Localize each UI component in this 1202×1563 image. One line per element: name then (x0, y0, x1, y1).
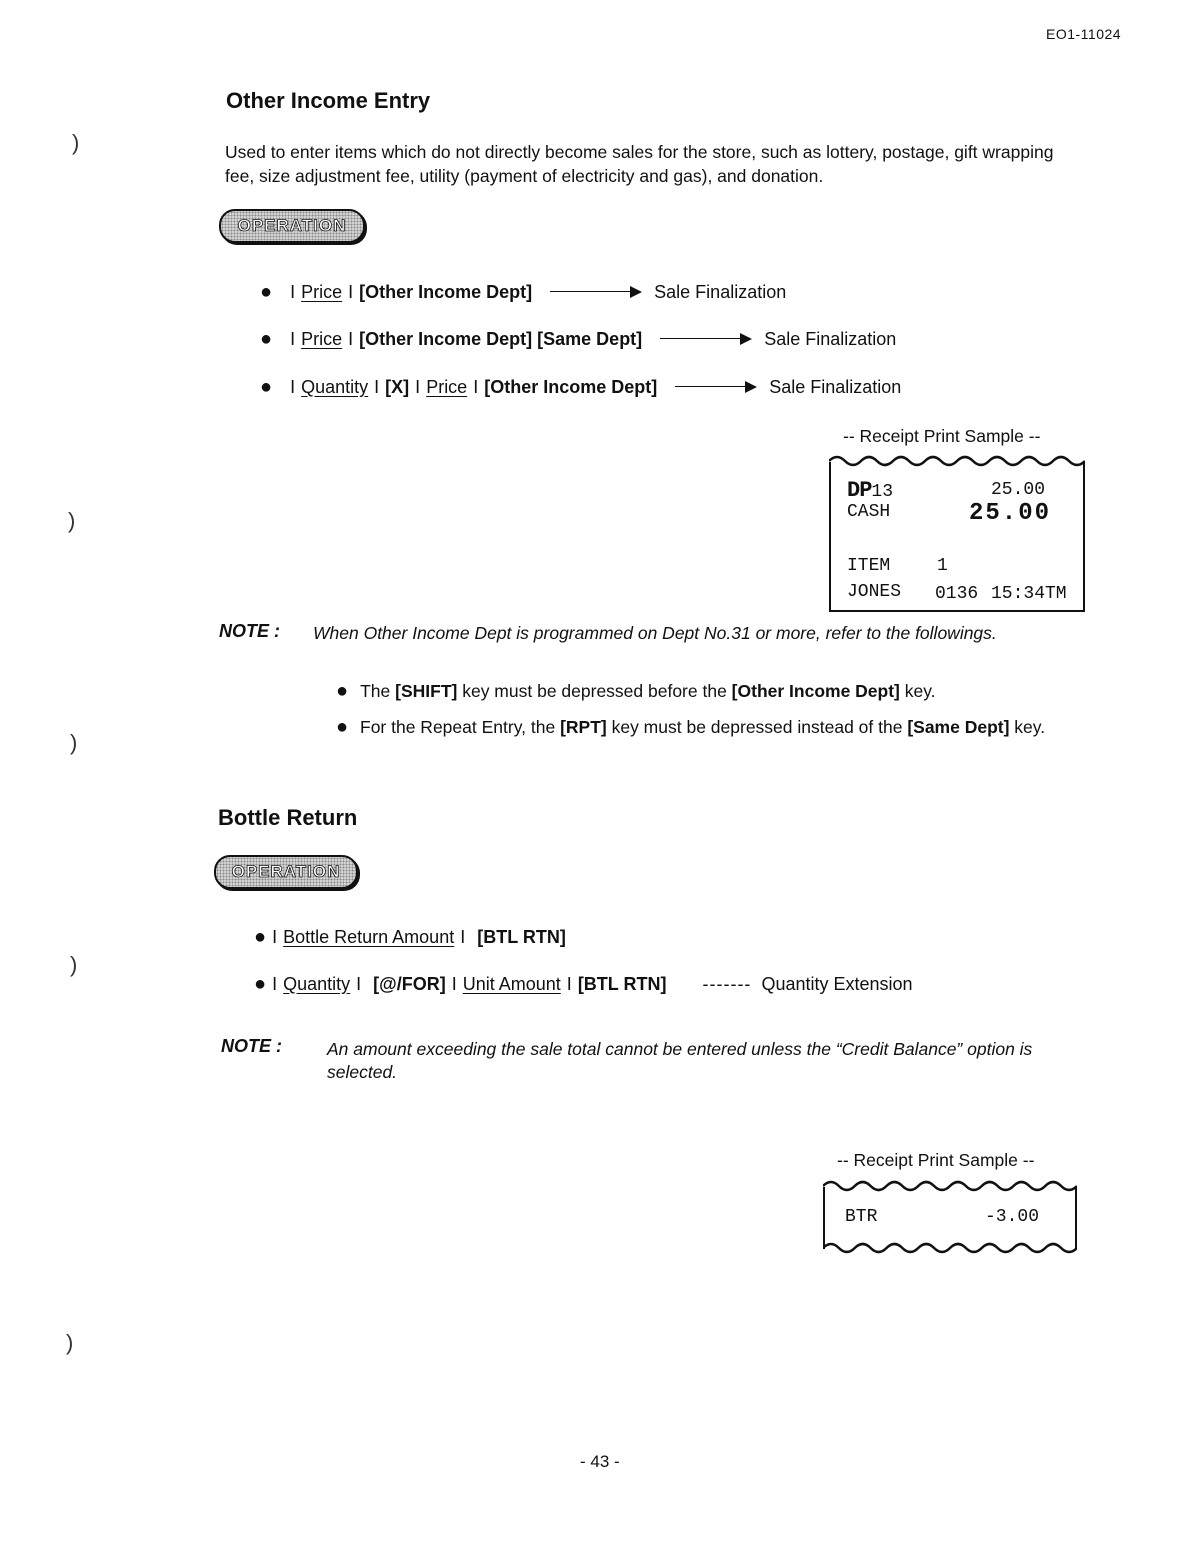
receipt-clerk: JONES (847, 582, 902, 602)
receipt-cash-label: CASH (847, 502, 891, 522)
margin-mark: ) (70, 730, 78, 755)
result-text: Sale Finalization (769, 376, 902, 397)
receipt-caption: -- Receipt Print Sample -- (843, 426, 1041, 446)
operation-badge: OPERATION (214, 855, 358, 889)
operation-badge: OPERATION (219, 209, 365, 243)
result-text: Sale Finalization (654, 281, 787, 302)
margin-mark: ) (68, 508, 76, 533)
key-name: [Other Income Dept] [Same Dept] (359, 328, 643, 349)
operation-row: ● I Price I [Other Income Dept] [Same Dept] Sale Finalization (260, 327, 897, 350)
operation-row: ● I Price I [Other Income Dept] Sale Finalization (260, 280, 787, 303)
dashes: ------- (702, 973, 752, 994)
note-bullet: ● The [SHIFT] key must be depressed before the [Other Income Dept] key. (336, 680, 936, 702)
key-name: [BTL RTN] (477, 926, 566, 947)
receipt-sample (829, 462, 1085, 612)
key-name: [X] (385, 376, 410, 397)
key-name: [BTL RTN] (577, 973, 667, 994)
result-text: Sale Finalization (764, 328, 897, 349)
receipt-tear-edge (823, 1179, 1077, 1193)
receipt-time: 15:34TM (991, 584, 1067, 604)
note-text: An amount exceeding the sale total cannot be entered unless the “Credit Balance” option is selected. (327, 1039, 1033, 1082)
bullet-icon: ● (336, 680, 349, 702)
operation-row: ● I Bottle Return Amount I [BTL RTN] (254, 925, 566, 948)
operation-row: ● I Quantity I [@/FOR] I Unit Amount I [BTL RTN] ------- Quantity Extension (254, 972, 913, 995)
operation-row: ● I Quantity I [X] I Price I [Other Income Dept] Sale Finalization (260, 375, 902, 398)
bullet-icon: ● (260, 327, 273, 350)
receipt-sample (823, 1187, 1077, 1249)
note-label: NOTE : (219, 621, 280, 641)
receipt-dept-line: DP13 (847, 478, 894, 503)
note-bullet: ● For the Repeat Entry, the [RPT] key must be depressed instead of the [Same Dept] key. (336, 716, 1046, 738)
key-name: [Other Income Dept] (359, 281, 533, 302)
receipt-item-label: ITEM (847, 556, 891, 576)
page-number: - 43 - (580, 1452, 620, 1471)
key-name: [Other Income Dept] (484, 376, 658, 397)
receipt-tear-edge (829, 454, 1085, 468)
receipt-number: 0136 (935, 584, 979, 604)
arrow-right-icon (550, 285, 642, 299)
arrow-right-icon (660, 332, 752, 346)
section-title-other-income: Other Income Entry (226, 88, 431, 113)
receipt-tear-edge (823, 1241, 1077, 1255)
receipt-item-count: 1 (937, 556, 948, 576)
receipt-btr-label: BTR (845, 1207, 878, 1227)
note-text: When Other Income Dept is programmed on Dept No.31 or more, refer to the followings. (313, 623, 997, 643)
margin-mark: ) (66, 1330, 74, 1355)
section-description: Used to enter items which do not directly become sales for the store, such as lottery, postage, gift wrapping fee, size adjustment fee, utility (payment of electricity and gas), and donation. (225, 142, 1054, 186)
receipt-dept-amount: 25.00 (991, 480, 1046, 500)
note-label: NOTE : (221, 1036, 282, 1056)
result-text: Quantity Extension (761, 973, 913, 994)
key-name: [@/FOR] (373, 973, 446, 994)
margin-mark: ) (70, 952, 78, 977)
bullet-icon: ● (254, 972, 267, 995)
bullet-icon: ● (254, 925, 267, 948)
bullet-icon: ● (336, 716, 349, 738)
arrow-right-icon (675, 380, 757, 394)
section-title-bottle-return: Bottle Return (218, 805, 358, 830)
receipt-cash-amount: 25.00 (969, 500, 1052, 527)
margin-mark: ) (72, 130, 80, 155)
receipt-btr-amount: -3.00 (985, 1207, 1040, 1227)
bullet-icon: ● (260, 375, 273, 398)
receipt-caption: -- Receipt Print Sample -- (837, 1150, 1035, 1170)
document-number: EO1-11024 (1046, 26, 1122, 42)
bullet-icon: ● (260, 280, 273, 303)
